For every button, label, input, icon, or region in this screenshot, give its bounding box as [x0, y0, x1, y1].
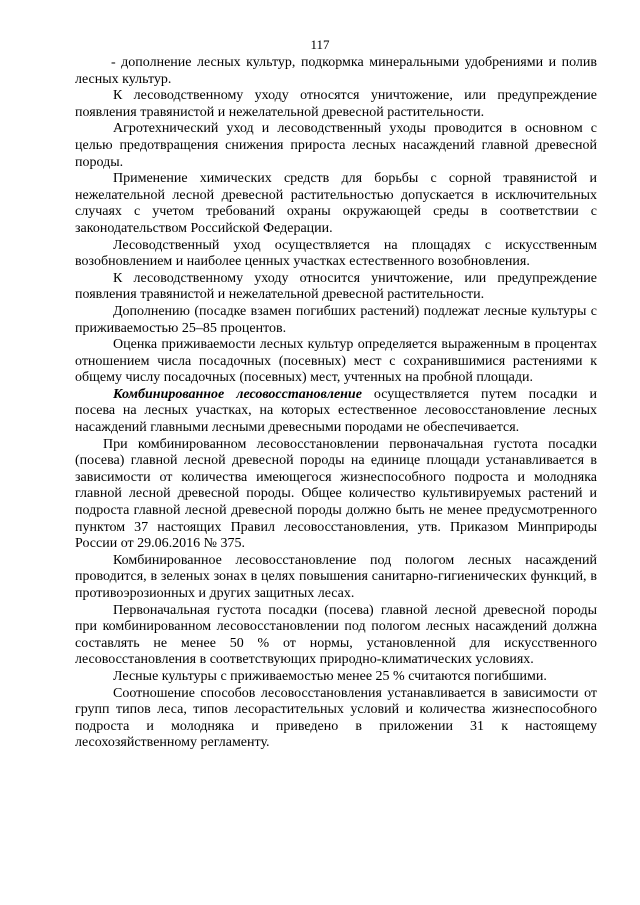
- paragraph-silvicultural-care-areas: Лесоводственный уход осуществляется на площадях с искусственным возобновлением и наиболее ценных участках естественного возобновления.: [75, 237, 597, 270]
- paragraph-dead-cultures: Лесные культуры с приживаемостью менее 25 % считаются погибшими.: [113, 668, 547, 684]
- paragraph-chemical-means: Применение химических средств для борьбы с сорной травянистой и нежелательной лесной древесной растительностью допускается в исключительных случаях с учетом требований охраны окружающей среды в соответствии с законодательством Российской Федерации.: [75, 171, 597, 236]
- paragraph-combined-reforestation-text: осуществляется путем посадки и посева на лесных участках, на которых естественное лесовосстановление лесных насаждений главными лесными древесными породами не обеспечивается.: [75, 386, 598, 436]
- paragraph-agrotechnical-care: Агротехнический уход и лесоводственный уходы проводится в основном с целью предотвращения снижения прироста лесных насаждений главной древесной породы.: [75, 121, 597, 170]
- paragraph-methods-ratio: Соотношение способов лесовосстановления устанавливается в зависимости от групп типов леса, типов лесорастительных условий и количества жизнеспособного подроста и молодняка и приведено в приложении 31 к настоящему лесохозяйственному регламенту.: [75, 685, 597, 751]
- document-body: [75, 55, 597, 752]
- paragraph-initial-density: При комбинированном лесовосстановлении первоначальная густота посадки (посева) главной лесной древесной породы на единице площади устанавливается в зависимости от количества имеющегося жизнеспособного подроста и молодняка главной лесной древесной породы. Общее количество культивируемых растений и подроста главной лесной древесной породы должно быть не менее предусмотренного пунктом 37 настоящих Правил лесовосстановления, утв. Приказом Минприроды России от 29.06.2016 № 375.: [75, 436, 597, 552]
- paragraph-supplement-planting: Дополнению (посадке взамен погибших растений) подлежат лесные культуры с приживаемостью 25–85 процентов.: [75, 303, 597, 336]
- term-combined-reforestation: Комбинированное лесовосстановление: [113, 386, 362, 402]
- page-number: 117: [310, 37, 330, 52]
- paragraph-under-canopy: Комбинированное лесовосстановление под пологом лесных насаждений проводится, в зеленых зонах в целях повышения санитарно-гигиенических функций, в противоэрозионных и других защитных лесах.: [75, 552, 597, 601]
- paragraph-forest-culture-supplement: - дополнение лесных культур, подкормка минеральными удобрениями и полив лесных культур.: [75, 55, 597, 87]
- paragraph-silvicultural-care-1: К лесоводственному уходу относятся уничтожение, или предупреждение появления травянистой и нежелательной древесной растительности.: [75, 88, 597, 120]
- paragraph-silvicultural-care-2: К лесоводственному уходу относится уничтожение, или предупреждение появления травянистой и нежелательной древесной растительности.: [75, 270, 597, 303]
- paragraph-survival-assessment: Оценка приживаемости лесных культур определяется выраженным в процентах отношением числа посадочных (посевных) мест с сохранившимися растениями к общему числу посадочных (посевных) мест, учтенных на пробной площади.: [75, 337, 597, 386]
- paragraph-combined-reforestation: [75, 387, 597, 437]
- paragraph-initial-density-canopy: Первоначальная густота посадки (посева) главной лесной древесной породы при комбинированном лесовосстановлении под пологом лесных насаждений должна составлять не менее 50 % от нормы, установленной для искусственного лесовосстановления в соответствующих природно-климатических условиях.: [75, 602, 597, 668]
